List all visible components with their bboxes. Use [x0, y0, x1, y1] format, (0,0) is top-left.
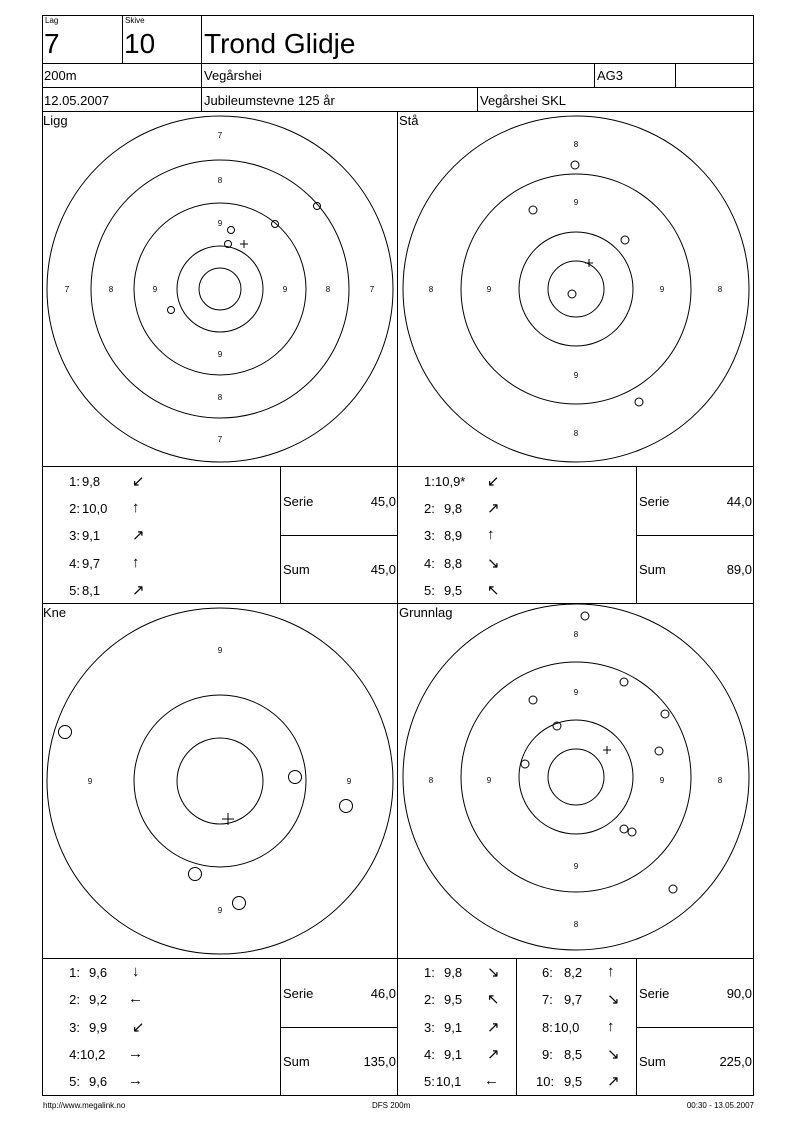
- shot-value: 10,9*: [435, 474, 466, 489]
- serie-label: Serie: [283, 494, 314, 509]
- shot-hole: [581, 612, 589, 620]
- ring-8: [403, 116, 749, 462]
- shot-value: 8,8: [444, 556, 463, 571]
- shot-hole: [661, 710, 669, 718]
- ring-label: 9: [486, 285, 492, 294]
- ring-label: 9: [217, 646, 223, 655]
- ring-label: 9: [346, 777, 352, 786]
- ring-label: 9: [573, 688, 579, 697]
- arrow-icon: ↑: [607, 1018, 615, 1035]
- ring-9: [461, 174, 691, 404]
- shot-number: 3:: [424, 1020, 435, 1035]
- serie-value: 45,0: [370, 494, 396, 509]
- shot-value: 9,1: [82, 528, 101, 543]
- shot-value: 10,1: [436, 1074, 462, 1089]
- shot-number: 1:: [69, 474, 80, 489]
- shot-value: 10,2: [80, 1047, 106, 1062]
- sum-value: 89,0: [726, 562, 752, 577]
- shot-value: 9,6: [89, 965, 108, 980]
- shot-value: 9,1: [444, 1047, 463, 1062]
- target-title-grunnlag: Grunnlag: [399, 605, 453, 620]
- shot-hole: [571, 161, 579, 169]
- shot-hole: [621, 236, 629, 244]
- ring-9: [47, 608, 393, 954]
- shot-number: 5:: [424, 583, 435, 598]
- shot-number: 3:: [69, 528, 80, 543]
- ring-x: [548, 261, 604, 317]
- target-title-sta: Stå: [399, 113, 419, 128]
- ring-label: 8: [717, 285, 723, 294]
- shot-hole: [168, 307, 175, 314]
- shot-number: 4:: [69, 556, 80, 571]
- shot-number: 2:: [69, 501, 80, 516]
- arrow-icon: ↙: [132, 473, 145, 490]
- shot-number: 4:: [424, 556, 435, 571]
- shot-hole: [669, 885, 677, 893]
- ring-label: 9: [217, 219, 223, 228]
- shot-value: 9,8: [444, 501, 463, 516]
- ring-label: 9: [573, 198, 579, 207]
- arrow-icon: ←: [128, 990, 143, 1007]
- serie-label: Serie: [639, 494, 670, 509]
- shot-number: 5:: [69, 1074, 80, 1089]
- target-ligg: [47, 116, 393, 462]
- footer-timestamp: 00:30 - 13.05.2007: [686, 1101, 754, 1110]
- shot-number: 9:: [542, 1047, 553, 1062]
- skive-value: 10: [124, 28, 156, 59]
- arrow-icon: ↑: [607, 963, 615, 980]
- arrow-icon: ↑: [132, 554, 140, 571]
- ring-x: [199, 268, 241, 310]
- arrow-icon: ↑: [487, 526, 495, 543]
- ring-label: 8: [108, 285, 114, 294]
- target-title-kne: Kne: [43, 605, 67, 620]
- shot-number: 6:: [542, 965, 553, 980]
- lag-value: 7: [44, 28, 60, 59]
- ring-label: 8: [573, 140, 579, 149]
- arrow-icon: ↙: [132, 1019, 145, 1036]
- target-kne: [47, 608, 393, 954]
- shot-number: 1:: [424, 474, 435, 489]
- shot-value: 9,8: [82, 474, 101, 489]
- ring-8: [403, 604, 749, 950]
- ring-label: 8: [573, 630, 579, 639]
- ring-label: 8: [573, 429, 579, 438]
- shot-number: 1:: [424, 965, 435, 980]
- target-sta: [403, 116, 749, 462]
- arrow-icon: ↖: [487, 991, 500, 1008]
- shot-hole: [635, 398, 643, 406]
- serie-label: Serie: [639, 986, 670, 1001]
- shot-value: 9,7: [564, 992, 583, 1007]
- shot-hole: [59, 726, 72, 739]
- ring-10: [134, 695, 306, 867]
- arrow-icon: ↗: [487, 500, 500, 517]
- ring-label: 9: [282, 285, 288, 294]
- center-mark: [603, 746, 611, 754]
- target-grunnlag: [403, 604, 749, 950]
- arrow-icon: ↗: [132, 527, 145, 544]
- shot-number: 5:: [69, 583, 80, 598]
- ring-label: 9: [486, 776, 492, 785]
- shot-value: 8,1: [82, 583, 101, 598]
- shot-hole: [529, 696, 537, 704]
- shot-hole: [289, 771, 302, 784]
- shot-value: 9,7: [82, 556, 101, 571]
- center-mark: [222, 813, 234, 825]
- shot-number: 1:: [69, 965, 80, 980]
- shot-number: 2:: [69, 992, 80, 1007]
- arrow-icon: ↙: [487, 473, 500, 490]
- center-mark: [240, 240, 248, 248]
- shot-number: 5:: [424, 1074, 435, 1089]
- shot-value: 10,0: [554, 1020, 580, 1035]
- ring-label: 9: [659, 285, 665, 294]
- sum-value: 225,0: [719, 1054, 752, 1069]
- ring-label: 8: [325, 285, 331, 294]
- arrow-icon: ↓: [132, 963, 140, 980]
- shot-value: 9,2: [89, 992, 108, 1007]
- arrow-icon: ↘: [487, 555, 500, 572]
- lag-label: Lag: [45, 16, 59, 25]
- ring-label: 8: [217, 393, 223, 402]
- ring-label: 8: [717, 776, 723, 785]
- arrow-icon: ↗: [487, 1046, 500, 1063]
- shot-value: 9,5: [564, 1074, 583, 1089]
- shot-number: 8:: [542, 1020, 553, 1035]
- shot-value: 9,5: [444, 583, 463, 598]
- club: Vegårshei: [204, 68, 262, 83]
- class: AG3: [597, 68, 624, 83]
- shot-hole: [521, 760, 529, 768]
- arrow-icon: ↑: [132, 499, 140, 516]
- ring-label: 9: [659, 776, 665, 785]
- ring-label: 9: [152, 285, 158, 294]
- date: 12.05.2007: [44, 93, 110, 108]
- arrow-icon: →: [128, 1045, 143, 1062]
- shot-number: 2:: [424, 501, 435, 516]
- shot-number: 3:: [424, 528, 435, 543]
- serie-value: 46,0: [370, 986, 396, 1001]
- sum-label: Sum: [639, 1054, 666, 1069]
- shot-number: 4:: [424, 1047, 435, 1062]
- ring-x: [548, 749, 604, 805]
- serie-value: 44,0: [726, 494, 752, 509]
- ring-label: 9: [217, 906, 223, 915]
- serie-label: Serie: [283, 986, 314, 1001]
- shot-hole: [655, 747, 663, 755]
- ring-label: 9: [573, 371, 579, 380]
- arrow-icon: ↗: [132, 582, 145, 599]
- shot-hole: [628, 828, 636, 836]
- sum-label: Sum: [283, 562, 310, 577]
- shot-hole: [340, 800, 353, 813]
- ring-10: [519, 720, 633, 834]
- shot-hole: [272, 221, 279, 228]
- ring-label: 8: [217, 176, 223, 185]
- sum-value: 135,0: [363, 1054, 396, 1069]
- arrow-icon: ↗: [607, 1073, 620, 1090]
- sum-label: Sum: [639, 562, 666, 577]
- event: Jubileumstevne 125 år: [204, 93, 335, 108]
- arrow-icon: ↘: [607, 991, 620, 1008]
- arrow-icon: ↘: [607, 1046, 620, 1063]
- sum-label: Sum: [283, 1054, 310, 1069]
- shot-value: 8,2: [564, 965, 583, 980]
- ring-8: [91, 160, 349, 418]
- target-title-ligg: Ligg: [43, 113, 68, 128]
- shot-value: 9,6: [89, 1074, 108, 1089]
- shooter-name: Trond Glidje: [204, 28, 356, 59]
- arrow-icon: ↗: [487, 1019, 500, 1036]
- ring-10: [177, 246, 263, 332]
- arrow-icon: ↘: [487, 964, 500, 981]
- ring-label: 7: [64, 285, 70, 294]
- shot-hole: [568, 290, 576, 298]
- skive-label: Skive: [125, 16, 145, 25]
- ring-label: 7: [217, 131, 223, 140]
- ring-label: 8: [573, 920, 579, 929]
- shot-hole: [189, 868, 202, 881]
- shot-value: 9,5: [444, 992, 463, 1007]
- shot-value: 8,9: [444, 528, 463, 543]
- ring-label: 9: [573, 862, 579, 871]
- arrow-icon: →: [128, 1072, 143, 1089]
- shot-number: 7:: [542, 992, 553, 1007]
- shot-value: 9,1: [444, 1020, 463, 1035]
- footer-program: DFS 200m: [372, 1101, 411, 1110]
- shot-hole: [620, 825, 628, 833]
- shot-value: 9,8: [444, 965, 463, 980]
- shot-hole: [233, 897, 246, 910]
- organizer: Vegårshei SKL: [480, 93, 567, 108]
- ring-x: [177, 738, 263, 824]
- ring-label: 8: [428, 776, 434, 785]
- ring-label: 7: [217, 435, 223, 444]
- ring-10: [519, 232, 633, 346]
- ring-7: [47, 116, 393, 462]
- shot-number: 4:: [69, 1047, 80, 1062]
- shot-value: 9,9: [89, 1020, 108, 1035]
- distance: 200m: [44, 68, 77, 83]
- shot-number: 10:: [536, 1074, 555, 1089]
- ring-label: 8: [428, 285, 434, 294]
- arrow-icon: ←: [484, 1072, 499, 1089]
- serie-value: 90,0: [726, 986, 752, 1001]
- shot-value: 10,0: [82, 501, 108, 516]
- shot-hole: [620, 678, 628, 686]
- footer-url[interactable]: http://www.megalink.no: [43, 1101, 126, 1110]
- ring-label: 9: [87, 777, 93, 786]
- shot-number: 3:: [69, 1020, 80, 1035]
- shot-number: 2:: [424, 992, 435, 1007]
- shot-hole: [529, 206, 537, 214]
- shot-value: 8,5: [564, 1047, 583, 1062]
- sum-value: 45,0: [370, 562, 396, 577]
- ring-label: 9: [217, 350, 223, 359]
- arrow-icon: ↖: [487, 582, 500, 599]
- shot-hole: [228, 227, 235, 234]
- ring-label: 7: [369, 285, 375, 294]
